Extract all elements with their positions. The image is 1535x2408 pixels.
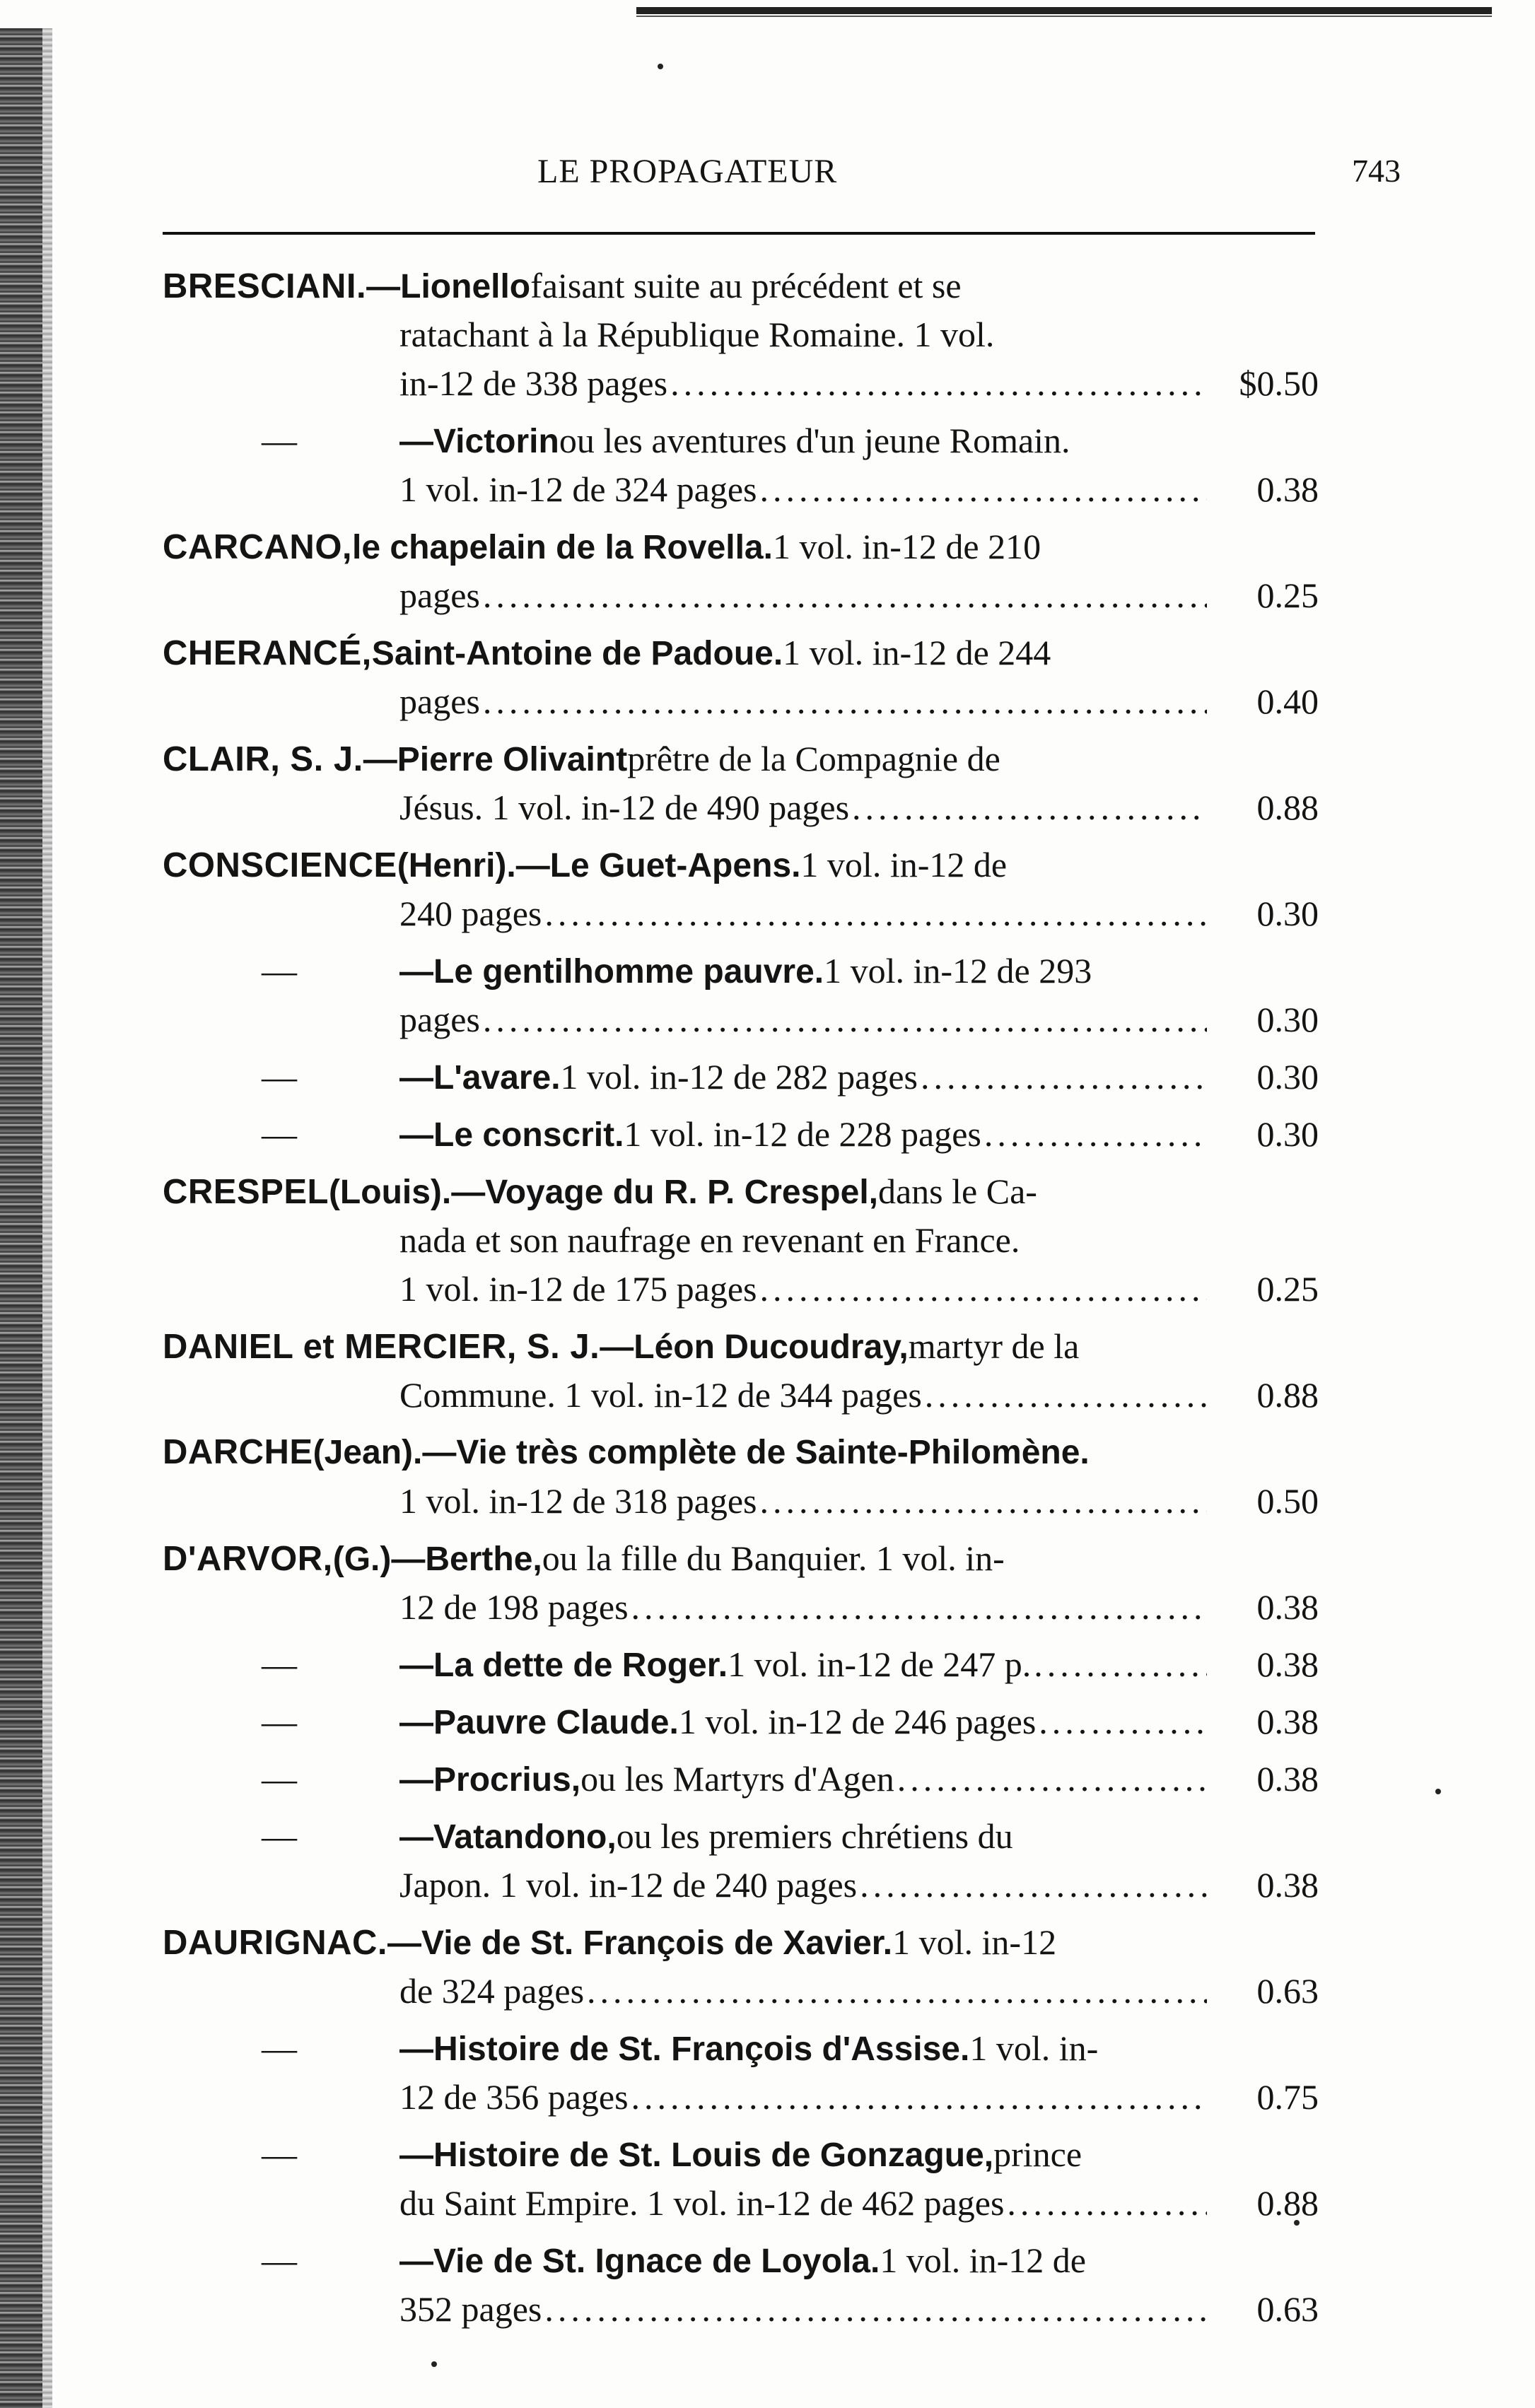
entry-first-line	[163, 2236, 1319, 2285]
book-catalog-list	[163, 262, 1319, 2342]
entry-first-line	[163, 522, 1319, 571]
price: 0.30	[1256, 1000, 1319, 1039]
work-title: —Histoire de St. François d'Assise.	[399, 2030, 970, 2068]
entry-description: de 324 pages	[399, 1971, 585, 2011]
author-name: CRESPEL	[163, 1173, 329, 1211]
catalog-entry	[163, 1167, 1319, 1314]
book-spine-shadow	[42, 28, 52, 2408]
catalog-entry	[163, 522, 1319, 620]
top-edge-rule-thin	[636, 16, 1492, 17]
running-title: LE PROPAGATEUR	[537, 153, 838, 190]
entry-price-line	[163, 1265, 1319, 1314]
price: 0.30	[1256, 1057, 1319, 1097]
dot-leader	[483, 677, 1207, 726]
dot-leader	[984, 1110, 1207, 1159]
price: 0.75	[1256, 2077, 1319, 2117]
work-title: —Le gentilhomme pauvre.	[399, 953, 824, 990]
price: 0.38	[1256, 1865, 1319, 1905]
work-title: —Léon Ducoudray,	[600, 1328, 909, 1366]
entry-first-line	[163, 1534, 1319, 1583]
author-name: DANIEL et MERCIER, S. J.	[163, 1328, 600, 1366]
entry-description: 1 vol. in-12	[892, 1922, 1057, 1962]
catalog-entry	[163, 947, 1319, 1044]
entry-heading	[163, 1428, 1319, 1477]
page-number: 743	[1352, 153, 1401, 189]
dot-leader	[670, 359, 1207, 408]
work-title: —Vie de St. Ignace de Loyola.	[399, 2243, 880, 2280]
author-name: DAURIGNAC.	[163, 1924, 388, 1962]
ditto-dash: —	[262, 1702, 297, 1741]
entry-price-line	[163, 2285, 1319, 2334]
entry-description: Japon. 1 vol. in-12 de 240 pages	[399, 1865, 858, 1905]
entry-heading	[163, 735, 1319, 784]
author-name: D'ARVOR,	[163, 1540, 333, 1578]
entry-price-line	[163, 359, 1319, 408]
page-header	[163, 152, 1401, 201]
entry-price-line	[163, 571, 1319, 620]
work-title: —Histoire de St. Louis de Gonzague,	[399, 2137, 994, 2174]
price: 0.38	[1256, 1587, 1319, 1627]
catalog-entry	[163, 1755, 1319, 1804]
work-title: —Pauvre Claude.	[399, 1704, 679, 1741]
price: 0.63	[1256, 2289, 1319, 2329]
entry-heading	[163, 2024, 1319, 2074]
entry-description: Jésus. 1 vol. in-12 de 490 pages	[399, 788, 850, 827]
entry-description: 12 de 198 pages	[399, 1587, 629, 1627]
entry-description: 1 vol. in-12 de 318 pages	[399, 1481, 757, 1521]
entry-description: ou les aventures d'un jeune Romain.	[559, 421, 1070, 460]
entry-first-line	[163, 1110, 1319, 1159]
author-name: CHERANCÉ,	[163, 634, 372, 672]
ink-speck	[658, 64, 663, 69]
entry-first-line	[163, 1918, 1319, 1967]
price: 0.25	[1256, 575, 1319, 615]
entry-heading	[163, 1053, 1319, 1102]
price: 0.25	[1256, 1269, 1319, 1309]
entry-first-line	[163, 2024, 1319, 2073]
work-title: —Lionello	[366, 268, 531, 305]
entry-description: 1 vol. in-12 de 324 pages	[399, 469, 757, 509]
entry-price-line	[163, 1861, 1319, 1910]
work-title: (Louis).—Voyage du R. P. Crespel,	[328, 1174, 878, 1211]
dot-leader	[1007, 2179, 1207, 2228]
entry-first-line	[163, 1322, 1319, 1371]
work-title: (Jean).—Vie très complète de Sainte-Philomène.	[313, 1434, 1090, 1471]
entry-heading	[163, 262, 1319, 311]
entry-first-line	[163, 416, 1319, 465]
ditto-dash: —	[262, 1114, 297, 1154]
entry-description: 1 vol. in-12 de 293	[824, 951, 1092, 990]
entry-first-line	[163, 1053, 1319, 1101]
entry-description: 240 pages	[399, 894, 542, 933]
entry-description: 12 de 356 pages	[399, 2077, 629, 2117]
dot-leader	[483, 995, 1207, 1044]
entry-first-line	[163, 262, 1319, 310]
entry-description: 1 vol. in-12 de 210	[772, 527, 1041, 566]
work-title: —La dette de Roger.	[399, 1647, 728, 1684]
entry-description: 1 vol. in-12 de 228 pages	[624, 1114, 981, 1154]
catalog-entry	[163, 416, 1319, 514]
price: 0.88	[1256, 788, 1319, 827]
entry-continuation-line	[163, 1216, 1319, 1265]
entry-heading	[163, 1534, 1319, 1584]
entry-description: 1 vol. in-12 de 244	[783, 633, 1051, 672]
catalog-entry	[163, 629, 1319, 726]
entry-heading	[163, 629, 1319, 678]
work-title: —Vatandono,	[399, 1818, 617, 1856]
entry-description: 1 vol. in-	[969, 2028, 1099, 2068]
work-title: (Henri).—Le Guet-Apens.	[397, 847, 801, 884]
ink-speck	[1435, 1789, 1441, 1794]
price: 0.88	[1256, 1375, 1319, 1415]
entry-description: Commune. 1 vol. in-12 de 344 pages	[399, 1375, 922, 1415]
entry-first-line	[163, 629, 1319, 677]
dot-leader	[759, 1477, 1207, 1526]
entry-price-line	[163, 465, 1319, 514]
entry-heading	[163, 1110, 1319, 1159]
entry-description: 1 vol. in-12 de 175 pages	[399, 1269, 757, 1309]
header-rule	[163, 232, 1315, 235]
entry-continuation-line	[163, 310, 1319, 359]
catalog-entry	[163, 1322, 1319, 1420]
work-title: —Victorin	[399, 423, 559, 460]
work-title: (G.)—Berthe,	[332, 1541, 542, 1578]
dot-leader	[925, 1371, 1207, 1420]
dot-leader	[587, 1967, 1207, 2016]
price: 0.38	[1256, 469, 1319, 509]
price: 0.40	[1256, 682, 1319, 721]
entry-heading	[163, 1640, 1319, 1690]
price: 0.88	[1256, 2183, 1319, 2223]
entry-heading	[163, 1812, 1319, 1861]
dot-leader	[759, 1265, 1207, 1314]
entry-description: 1 vol. in-12 de 247 p.	[728, 1644, 1032, 1684]
price: 0.38	[1256, 1702, 1319, 1741]
entry-first-line	[163, 1812, 1319, 1861]
entry-price-line	[163, 1967, 1319, 2016]
catalog-entry	[163, 841, 1319, 938]
dot-leader	[544, 889, 1207, 938]
entry-first-line	[163, 1697, 1319, 1746]
price: 0.30	[1256, 1114, 1319, 1154]
entry-heading	[163, 1918, 1319, 1968]
entry-price-line	[163, 889, 1319, 938]
catalog-entry	[163, 262, 1319, 408]
entry-first-line	[163, 735, 1319, 783]
catalog-entry	[163, 735, 1319, 832]
dot-leader	[759, 465, 1207, 514]
work-title: —L'avare.	[399, 1059, 561, 1097]
entry-price-line	[163, 2073, 1319, 2122]
entry-description: ou la fille du Banquier. 1 vol. in-	[542, 1538, 1005, 1578]
dot-leader	[860, 1861, 1207, 1910]
dot-leader	[852, 783, 1207, 832]
dot-leader	[1039, 1697, 1207, 1746]
entry-description: prêtre de la Compagnie de	[627, 739, 1000, 778]
catalog-entry	[163, 2024, 1319, 2122]
author-name: CARCANO,	[163, 528, 353, 566]
entry-description: 1 vol. in-12 de 246 pages	[678, 1702, 1037, 1741]
entry-price-line	[163, 1477, 1319, 1526]
entry-description: du Saint Empire. 1 vol. in-12 de 462 pages	[399, 2183, 1005, 2223]
author-name: CONSCIENCE	[163, 846, 397, 884]
ditto-dash: —	[262, 1816, 297, 1856]
entry-description: martyr de la	[908, 1326, 1080, 1366]
ditto-dash: —	[262, 2240, 297, 2280]
ditto-dash: —	[262, 1644, 297, 1684]
catalog-entry	[163, 1697, 1319, 1746]
top-edge-rule	[636, 7, 1492, 14]
ditto-dash: —	[262, 951, 297, 990]
entry-heading	[163, 841, 1319, 890]
entry-heading	[163, 1697, 1319, 1747]
dot-leader	[921, 1053, 1207, 1101]
author-name: BRESCIANI.	[163, 267, 367, 305]
ditto-dash: —	[262, 2028, 297, 2068]
entry-description: 1 vol. in-12 de 282 pages	[560, 1057, 918, 1097]
entry-price-line	[163, 783, 1319, 832]
price: 0.38	[1256, 1644, 1319, 1684]
work-title: le chapelain de la Rovella.	[352, 529, 773, 566]
author-name: DARCHE	[163, 1433, 313, 1471]
entry-description: ou les premiers chrétiens du	[616, 1816, 1013, 1856]
entry-description: 1 vol. in-12 de	[880, 2240, 1086, 2280]
entry-description: ratachant à la République Romaine. 1 vol.	[399, 315, 995, 354]
catalog-entry	[163, 2130, 1319, 2228]
book-spine-edge	[0, 28, 42, 2408]
ink-speck	[431, 2361, 437, 2367]
entry-first-line	[163, 841, 1319, 889]
catalog-entry	[163, 1053, 1319, 1101]
work-title: —Le conscrit.	[399, 1116, 624, 1154]
entry-first-line	[163, 2130, 1319, 2179]
catalog-entry	[163, 1918, 1319, 2016]
entry-description: ou les Martyrs d'Agen	[580, 1759, 894, 1799]
ditto-dash: —	[262, 1759, 297, 1799]
entry-heading	[163, 1755, 1319, 1804]
entry-description: 1 vol. in-12 de	[800, 845, 1008, 884]
price: 0.63	[1256, 1971, 1319, 2011]
dot-leader	[631, 1583, 1207, 1632]
dot-leader	[631, 2073, 1207, 2122]
entry-price-line	[163, 1583, 1319, 1632]
entry-heading	[163, 1322, 1319, 1372]
dot-leader	[1034, 1640, 1207, 1689]
catalog-entry	[163, 1812, 1319, 1910]
entry-description: pages	[399, 575, 480, 615]
ditto-dash: —	[262, 421, 297, 460]
price: 0.50	[1256, 1481, 1319, 1521]
entry-heading	[163, 2130, 1319, 2180]
entry-description: faisant suite au précédent et se	[530, 266, 962, 305]
entry-description: nada et son naufrage en revenant en France.	[399, 1220, 1020, 1260]
author-name: CLAIR, S. J.	[163, 740, 363, 778]
entry-heading	[163, 1167, 1319, 1217]
work-title: —Vie de St. François de Xavier.	[387, 1924, 893, 1962]
entry-heading	[163, 416, 1319, 466]
entry-description: prince	[993, 2134, 1082, 2174]
catalog-entry	[163, 1640, 1319, 1689]
entry-heading	[163, 947, 1319, 996]
entry-first-line	[163, 947, 1319, 995]
entry-first-line	[163, 1167, 1319, 1216]
ditto-dash: —	[262, 2134, 297, 2174]
entry-price-line	[163, 677, 1319, 726]
entry-heading	[163, 2236, 1319, 2286]
catalog-entry	[163, 2236, 1319, 2334]
catalog-entry	[163, 1110, 1319, 1159]
entry-price-line	[163, 2179, 1319, 2228]
catalog-entry	[163, 1428, 1319, 1526]
work-title: —Procrius,	[399, 1761, 581, 1799]
work-title: —Pierre Olivaint	[363, 741, 628, 778]
entry-price-line	[163, 1371, 1319, 1420]
entry-description: 352 pages	[399, 2289, 542, 2329]
price: $0.50	[1239, 363, 1319, 403]
price: 0.30	[1256, 894, 1319, 933]
entry-first-line	[163, 1755, 1319, 1804]
price: 0.38	[1256, 1759, 1319, 1799]
entry-heading	[163, 522, 1319, 572]
entry-description: in-12 de 338 pages	[399, 363, 668, 403]
dot-leader	[544, 2285, 1207, 2334]
entry-description: pages	[399, 1000, 480, 1039]
work-title: Saint-Antoine de Padoue.	[371, 635, 783, 672]
catalog-entry	[163, 1534, 1319, 1632]
entry-description: dans le Ca-	[877, 1171, 1037, 1211]
ditto-dash: —	[262, 1057, 297, 1097]
dot-leader	[897, 1755, 1207, 1804]
entry-first-line	[163, 1640, 1319, 1689]
dot-leader	[483, 571, 1207, 620]
entry-first-line	[163, 1428, 1319, 1477]
entry-price-line	[163, 995, 1319, 1044]
entry-description: pages	[399, 682, 480, 721]
